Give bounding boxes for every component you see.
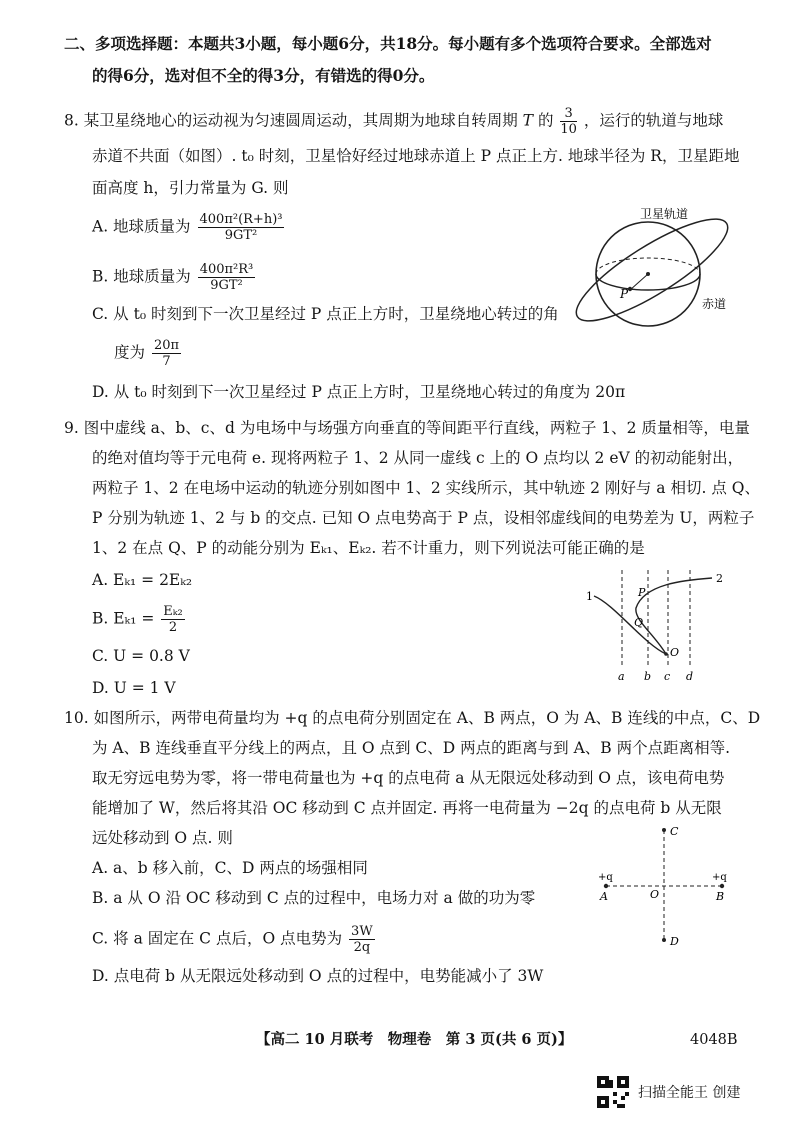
q9-field-figure [584,564,734,684]
q8-stem-line3: 面高度 h，引力常量为 G. 则 [92,179,289,197]
q10-stem-line3: 取无穷远电势为零，将一带电荷量也为 +q 的点电荷 a 从无限远处移动到 O 点，该电荷电势 [92,769,725,787]
q9-stem-line3: 两粒子 1、2 在电场中运动的轨迹分别如图中 1、2 实线所示，其中轨迹 2 刚好与 a 相切. 点 Q、 [92,479,760,497]
label-equator: 赤道 [702,297,727,311]
q8-option-c-cont: 度为 $\frac{20\pi}{7}$ [114,338,180,369]
q9-option-b[interactable]: B. Eₖ₁ = $\frac{\text{Eₖ₂}}{2}$ [92,604,183,635]
q10-charges-figure [594,822,734,950]
qr-code-icon [597,1076,629,1108]
label-charge-a: +q [598,872,613,883]
point-a [604,884,608,888]
label-p: P [638,586,646,599]
q10-stem-line5: 远处移动到 O 点. 则 [92,829,233,847]
label-c: c [664,670,671,683]
scanner-watermark: 扫描全能王 创建 [638,1085,741,1101]
q8-earth-orbit-figure [572,198,742,348]
label-a: A [600,890,608,903]
earth-center [646,272,650,276]
paper-code: 4048B [690,1032,738,1048]
point-p [628,287,632,291]
q9-stem-line5: 1、2 在点 Q、P 的动能分别为 Eₖ₁、Eₖ₂. 若不计重力，则下列说法可能正确的是 [92,539,645,557]
q8-period-symbol: T [522,111,533,130]
label-o: O [670,646,680,659]
trajectory-1 [594,596,666,654]
point-o [664,652,668,656]
label-q: Q [634,616,644,629]
q8-stem-text-b: 的 [537,111,554,130]
q9-stem-line2: 的绝对值均等于元电荷 e. 现将两粒子 1、2 从同一虚线 c 上的 O 点均以 2 eV 的初动能射出， [92,449,744,467]
label-b: B [716,890,725,903]
page-footer: 【高二 10 月联考 物理卷 第 3 页(共 6 页)】 [256,1031,573,1048]
label-2: 2 [716,572,723,585]
q9-option-c[interactable]: C. U = 0.8 V [92,647,190,665]
q8-stem-line1 [64,106,723,137]
q10-stem-line1: 10. 如图所示，两带电荷量均为 +q 的点电荷分别固定在 A、B 两点，O 为 A、B 连线的中点，C、D [64,709,761,727]
q10-option-c[interactable]: C. 将 a 固定在 C 点后，O 点电势为 $\frac{3W}{2q}$ [92,924,373,955]
q10-stem-line2: 为 A、B 连线垂直平分线上的两点，且 O 点到 C、D 两点的距离与到 A、B 两个点距离相等. [92,739,731,757]
q8-stem-text-c: ，运行的轨道与地球 [583,111,724,130]
q9-option-d[interactable]: D. U = 1 V [92,679,176,697]
label-o: O [650,888,660,901]
label-b: b [644,670,652,683]
radius-line [630,274,648,290]
q10-stem-line4: 能增加了 W，然后将其沿 OC 移动到 C 点并固定. 再将一电荷量为 −2q 的点电荷 b 从无限 [92,799,722,817]
label-d: d [686,670,694,683]
q8-option-b[interactable]: B. 地球质量为 $\frac{\text{400π²R³}}{\text{9GT²}}$ [92,262,254,293]
q10-option-d[interactable]: D. 点电荷 b 从无限远处移动到 O 点的过程中，电势能减小了 3W [92,967,544,985]
q10-option-a[interactable]: A. a、b 移入前，C、D 两点的场强相同 [92,859,368,877]
q8-stem-text: 8. 某卫星绕地心的运动视为匀速圆周运动，其周期为地球自转周期 [64,111,518,130]
q10-option-b[interactable]: B. a 从 O 沿 OC 移动到 C 点的过程中，电场力对 a 做的功为零 [92,889,536,907]
point-c [662,828,666,832]
q8-stem-line2: 赤道不共面（如图）. t₀ 时刻，卫星恰好经过地球赤道上 P 点正上方. 地球半径为 R，卫星距地 [92,147,740,165]
label-a: a [618,670,625,683]
section-heading-cont: 的得6分，选对但不全的得3分，有错选的得0分。 [92,66,435,85]
point-b [720,884,724,888]
trajectory-2 [636,578,712,654]
q8-option-a[interactable]: A. 地球质量为 $\frac{\text{400π²(R+h)³}}{\text{9GT²}}$ [92,212,283,243]
label-p: P [620,287,629,301]
section-heading: 二、多项选择题：本题共3小题，每小题6分，共18分。每小题有多个选项符合要求。全部选对 [64,34,712,53]
label-charge-b: +q [712,872,727,883]
point-d [662,938,666,942]
q8-option-d[interactable]: D. 从 t₀ 时刻到下一次卫星经过 P 点正上方时，卫星绕地心转过的角度为 20π [92,383,626,401]
label-d: D [670,935,679,948]
label-1: 1 [586,590,593,603]
equator-back [596,258,700,274]
label-c: C [670,825,679,838]
q9-stem-line1: 9. 图中虚线 a、b、c、d 为电场中与场强方向垂直的等间距平行直线，两粒子 1、2 质量相等，电量 [64,419,750,437]
q9-stem-line4: P 分别为轨迹 1、2 与 b 的交点. 已知 O 点电势高于 P 点，设相邻虚线间的电势差为 U，两粒子 [92,509,755,527]
q9-option-a[interactable]: A. Eₖ₁ = 2Eₖ₂ [92,571,193,589]
q8-option-c[interactable]: C. 从 t₀ 时刻到下一次卫星经过 P 点正上方时，卫星绕地心转过的角 [92,305,559,323]
label-orbit: 卫星轨道 [640,207,689,221]
q8-fraction: $\frac{3}{10}$ [560,106,577,137]
